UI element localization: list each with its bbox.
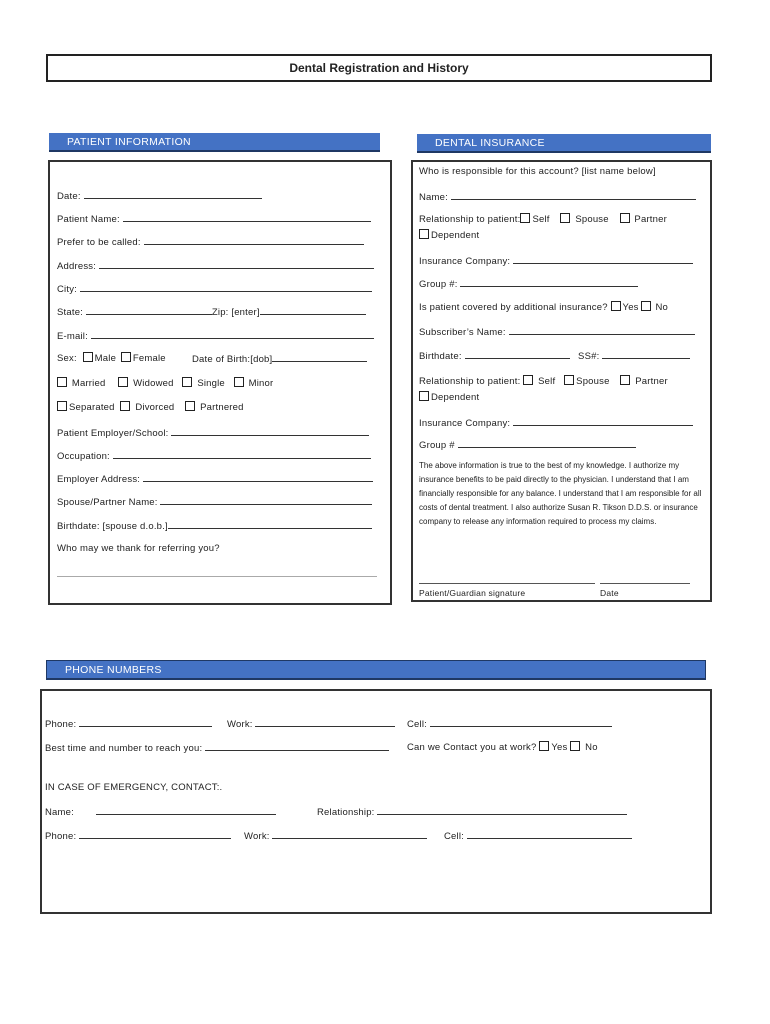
partner-checkbox[interactable] [620,213,630,223]
occupation-line[interactable] [113,449,371,459]
contact-work-no-label: No [585,742,598,753]
group-label: Group #: [419,279,458,290]
referral-line[interactable] [57,576,377,577]
ssn-line[interactable] [602,349,690,359]
group-line[interactable] [460,277,638,287]
em-relationship-line[interactable] [377,805,627,815]
address-label: Address: [57,261,97,272]
patient-info-header-label: PATIENT INFORMATION [67,135,191,148]
female-checkbox[interactable] [121,352,131,362]
separated-label: Separated [69,402,115,413]
phone-header [46,660,706,680]
signature-label: Patient/Guardian signature [419,588,526,598]
em-name-label: Name: [45,807,74,818]
signature-line[interactable] [419,583,595,584]
ins-company2-line[interactable] [513,416,693,426]
relationship2-label: Relationship to patient: [419,376,521,387]
married-checkbox[interactable] [57,377,67,387]
male-label: Male [94,353,117,364]
group2-label: Group # [419,440,455,451]
prefer-label: Prefer to be called: [57,237,141,248]
employer-address-line[interactable] [143,472,373,482]
dob-label: Date of Birth:[dob] [192,354,273,365]
em-cell-label: Cell: [444,831,465,842]
subscriber-label: Subscriber’s Name: [419,327,506,338]
phone-field[interactable] [45,717,212,730]
phone-line[interactable] [79,717,212,727]
signature-date-line[interactable] [600,583,690,584]
em-phone-field[interactable] [45,829,231,842]
female-label: Female [132,353,166,364]
employer-label: Patient Employer/School: [57,428,169,439]
em-work-line[interactable] [272,829,427,839]
additional-row [419,301,668,313]
ins-company-field[interactable] [419,254,693,267]
em-name-line[interactable] [96,805,276,815]
best-time-label: Best time and number to reach you: [45,743,203,754]
contact-work-label: Can we Contact you at work? [407,742,537,753]
page-title-text: Dental Registration and History [289,61,469,75]
em-phone-line[interactable] [79,829,231,839]
cell-label: Cell: [407,719,428,730]
patient-name-field[interactable] [57,212,371,225]
address-field[interactable] [57,259,374,272]
em-relationship-label: Relationship: [317,807,375,818]
marital-row-1 [57,377,273,389]
subscriber-field[interactable] [419,325,695,338]
employer-line[interactable] [171,426,369,436]
divorced-checkbox[interactable] [120,401,130,411]
self2-checkbox[interactable] [523,375,533,385]
spouse-dob-field[interactable] [57,519,372,532]
referral-label: Who may we thank for referring you? [57,543,220,554]
phone-header-label: PHONE NUMBERS [65,663,162,676]
widowed-label: Widowed [133,378,174,389]
minor-checkbox[interactable] [234,377,244,387]
single-checkbox[interactable] [182,377,192,387]
contact-work-yes-label: Yes [551,742,568,753]
contact-work-yes-checkbox[interactable] [539,741,549,751]
em-name-field[interactable] [45,805,276,818]
additional-yes-checkbox[interactable] [611,301,621,311]
male-checkbox[interactable] [83,352,93,362]
prefer-field[interactable] [57,235,364,248]
date-line[interactable] [84,189,262,199]
widowed-checkbox[interactable] [118,377,128,387]
group2-field[interactable] [419,438,636,451]
ins-company2-label: Insurance Company: [419,418,511,429]
spouse2-checkbox[interactable] [564,375,574,385]
single-label: Single [197,378,225,389]
city-line[interactable] [80,282,372,292]
minor-label: Minor [248,378,274,389]
patient-name-line[interactable] [123,212,371,222]
marital-row-2 [57,401,244,413]
ssn-label: SS#: [578,351,600,362]
partner-label: Partner [634,214,667,225]
relationship2-row [419,375,668,387]
self-checkbox[interactable] [520,213,530,223]
spouse2-label: Spouse [576,376,610,387]
birthdate-ssn-row [419,349,690,362]
dependent-label: Dependent [431,230,480,241]
phone-label: Phone: [45,719,77,730]
city-field[interactable] [57,282,372,295]
spouse-dob-line[interactable] [168,519,372,529]
relationship-row [419,213,667,225]
zip-label: Zip: [enter] [211,307,260,318]
email-line[interactable] [91,329,374,339]
em-work-field[interactable] [244,829,427,842]
best-time-line[interactable] [205,741,389,751]
additional-no-label: No [655,302,669,313]
dob-line[interactable] [272,352,367,362]
state-zip-field[interactable] [57,305,366,318]
self2-label: Self [538,376,556,387]
spouse-label: Spouse [575,214,609,225]
employer-address-field[interactable] [57,472,373,485]
spouse-name-label: Spouse/Partner Name: [57,497,158,508]
ins-name-label: Name: [419,192,448,203]
city-label: City: [57,284,77,295]
subscriber-line[interactable] [509,325,695,335]
page-title [46,54,712,82]
partner2-label: Partner [635,376,668,387]
work-field[interactable] [227,717,395,730]
zip-line[interactable] [260,305,366,315]
insurance-header-label: DENTAL INSURANCE [435,136,545,149]
em-work-label: Work: [244,831,270,842]
best-time-field[interactable] [45,741,389,754]
em-cell-field[interactable] [444,829,632,842]
insurance-header [417,134,711,153]
sex-row [57,352,166,364]
email-label: E-mail: [57,331,88,342]
group-field[interactable] [419,277,638,290]
patient-info-header [49,133,380,152]
ins-name-field[interactable] [419,190,696,203]
signature-date-label: Date [600,588,619,598]
additional-no-checkbox[interactable] [641,301,651,311]
date-field[interactable] [57,189,262,202]
work-line[interactable] [255,717,395,727]
em-phone-label: Phone: [45,831,77,842]
relationship-label: Relationship to patient: [419,214,521,225]
spouse-name-field[interactable] [57,495,372,508]
cell-line[interactable] [430,717,612,727]
prefer-line[interactable] [144,235,364,245]
ins-name-line[interactable] [451,190,696,200]
additional-yes-label: Yes [622,302,639,313]
responsible-label: Who is responsible for this account? [list name below] [419,166,656,177]
partnered-label: Partnered [200,402,244,413]
employer-address-label: Employer Address: [57,474,141,485]
spouse-name-line[interactable] [160,495,372,505]
partner2-checkbox[interactable] [620,375,630,385]
partnered-checkbox[interactable] [185,401,195,411]
separated-checkbox[interactable] [57,401,67,411]
birthdate-line[interactable] [465,349,570,359]
contact-work-row [407,741,598,753]
patient-name-label: Patient Name: [57,214,120,225]
self-label: Self [532,214,550,225]
date-label: Date: [57,191,81,202]
work-label: Work: [227,719,253,730]
address-line[interactable] [99,259,374,269]
cell-field[interactable] [407,717,612,730]
group2-line[interactable] [458,438,636,448]
birthdate-label: Birthdate: [419,351,462,362]
state-label: State: [57,307,84,318]
married-label: Married [71,378,106,389]
spouse-dob-label: Birthdate: [spouse d.o.b.] [57,521,168,532]
dependent-row [419,229,479,241]
ins-company-line[interactable] [513,254,693,264]
agreement-text: The above information is true to the best of my knowledge. I authorize my insurance benefits to be paid directly to the physician. I understand that I am financially responsible for any balance. I understand that I am responsible for all costs of dental treatment. I also authorize Susan R. Tikson D.D.S. or insurance company to release any information required to process my claims. [419,461,702,526]
spouse-checkbox[interactable] [560,213,570,223]
contact-work-no-checkbox[interactable] [570,741,580,751]
dependent-checkbox[interactable] [419,229,429,239]
email-field[interactable] [57,329,374,342]
occupation-field[interactable] [57,449,371,462]
dob-field[interactable] [192,352,367,365]
state-line[interactable] [86,305,212,315]
dependent2-label: Dependent [431,392,480,403]
emergency-label: IN CASE OF EMERGENCY, CONTACT:. [45,782,223,793]
dependent2-checkbox[interactable] [419,391,429,401]
dependent2-row [419,391,479,403]
employer-field[interactable] [57,426,369,439]
ins-company-label: Insurance Company: [419,256,511,267]
sex-label: Sex: [57,353,77,364]
em-cell-line[interactable] [467,829,632,839]
em-relationship-field[interactable] [317,805,627,818]
additional-label: Is patient covered by additional insurance? [419,302,608,313]
occupation-label: Occupation: [57,451,110,462]
divorced-label: Divorced [135,402,175,413]
ins-company2-field[interactable] [419,416,693,429]
